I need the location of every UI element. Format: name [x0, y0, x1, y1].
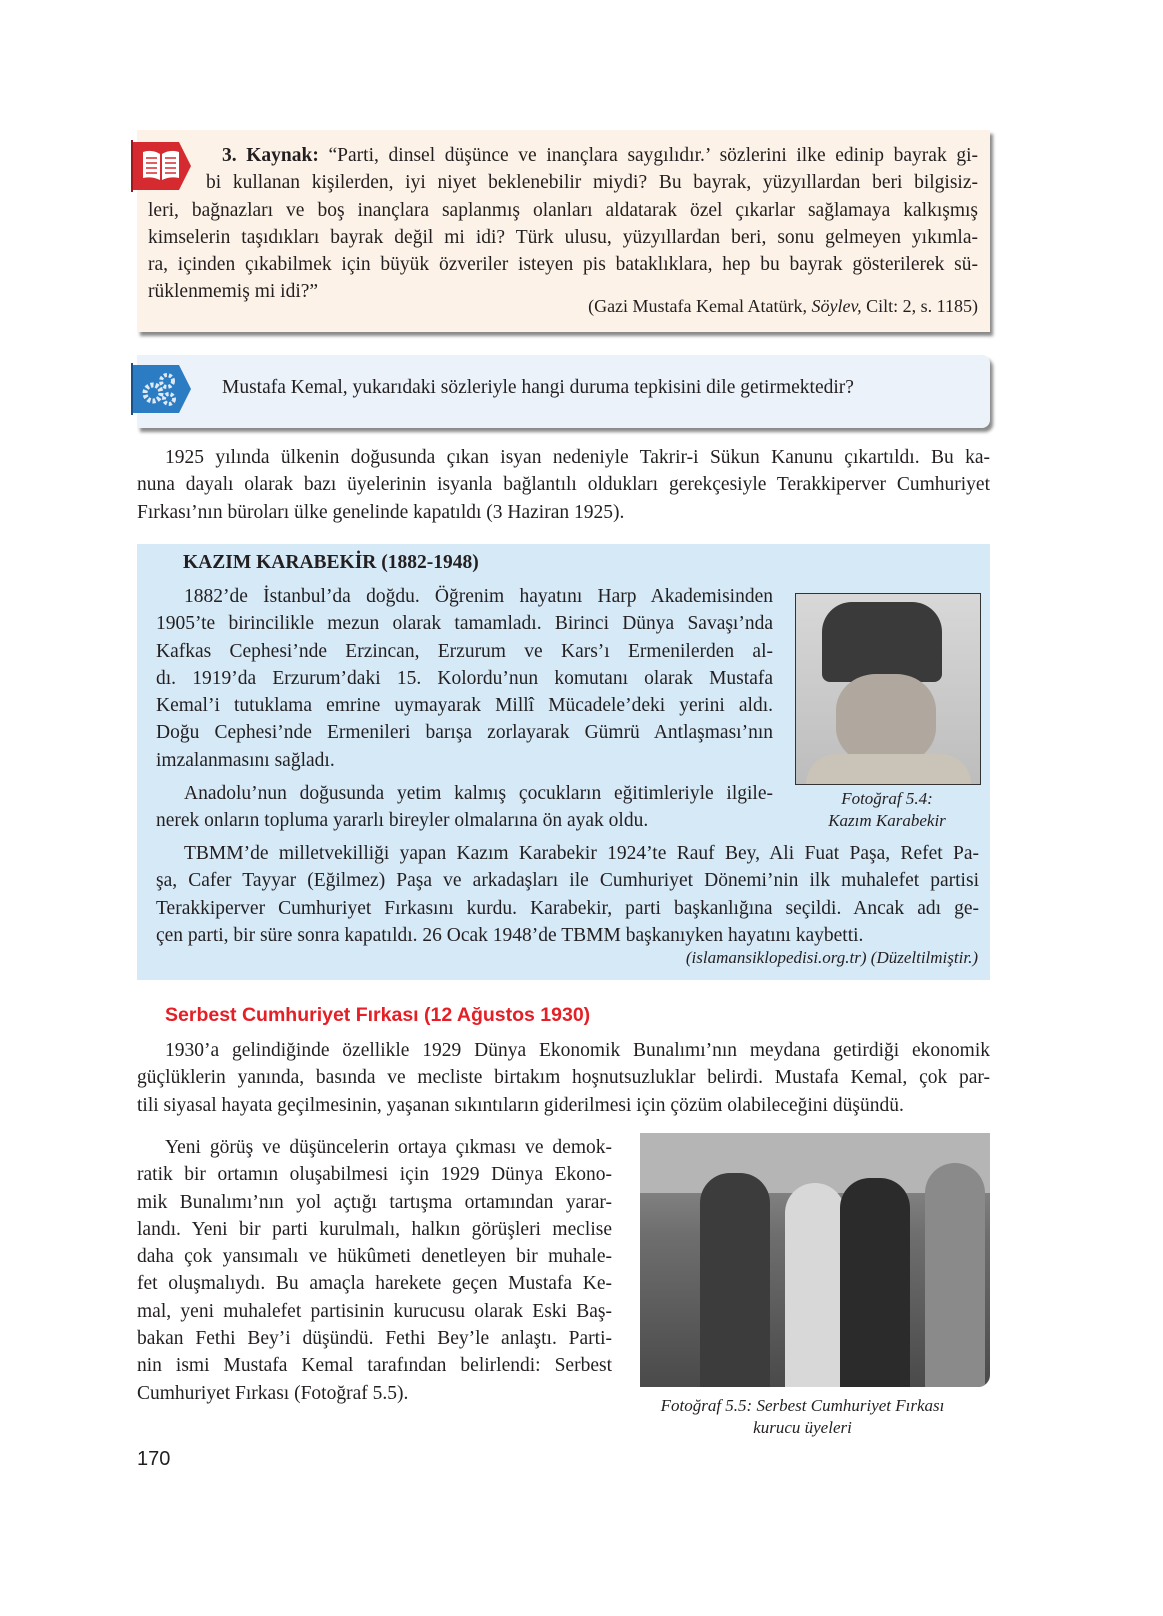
paragraph — [137, 444, 990, 526]
source-line: bi kullanan kişilerden, iyi niyet beklenebilir miydi? Bu bayrak, yüzyıllardan beri bilgisiz- — [206, 172, 978, 194]
face — [836, 674, 936, 764]
source-label: 3. Kaynak: — [222, 145, 319, 166]
source-line: kimselerin taşıdıkları bayrak değil mi idi? Türk ulusu, yüzyıllardan beri, sonu gelmeyen yıkımla- — [148, 226, 978, 248]
text-line: landı. Yeni bir parti kurulmalı, halkın görüşleri meclise — [137, 1218, 612, 1240]
gears-icon — [131, 363, 191, 415]
text-line: nin ismi Mustafa Kemal tarafından belirlendi: Serbest — [137, 1355, 612, 1377]
text-line: Kemal’i tutuklama emrine uymayarak Millî Mücadele’deki yerini aldı. — [156, 695, 773, 717]
text-line: güçlüklerin yanında, basında ve mecliste birtakım hoşnutsuzluklar belirdi. Mustafa Kemal, çok par- — [137, 1067, 990, 1089]
text-line: nerek onların topluma yararlı bireyler olmalarına ön ayak oldu. — [156, 810, 649, 832]
person — [925, 1163, 985, 1387]
paragraph — [137, 1037, 990, 1119]
text-line: şa, Cafer Tayyar (Eğilmez) Paşa ve arkadaşları ile Cumhuriyet Dönemi’nin ilk muhalefet partisi — [156, 870, 979, 892]
text-line: daha çok yansımalı ve hükûmeti denetleyen bir muhale- — [137, 1246, 612, 1268]
text-line: tili siyasal hayata geçilmesinin, yaşanan sıkıntıların giderilmesi için çözüm olabileceğini düşündü. — [137, 1094, 904, 1116]
source-citation: (Gazi Mustafa Kemal Atatürk, Söylev, Cilt: 2, s. 1185) — [588, 296, 978, 316]
text-line: fet oluşmalıydı. Bu amaçla harekete geçen Mustafa Ke- — [137, 1273, 612, 1295]
text-line: 1930’a gelindiğinde özellikle 1929 Dünya Ekonomik Bunalımı’nın meydana getirdiği ekonomik — [165, 1040, 990, 1061]
person — [700, 1173, 770, 1387]
source-line: rüklenmemiş mi idi?” — [148, 281, 319, 303]
question-text: Mustafa Kemal, yukarıdaki sözleriyle hangi duruma tepkisini dile getirmektedir? — [222, 377, 854, 398]
text-line: Anadolu’nun doğusunda yetim kalmış çocukların eğitimleriyle ilgile- — [184, 783, 773, 804]
text-line: Fırkası’nın büroları ülke genelinde kapatıldı (3 Haziran 1925). — [137, 501, 625, 523]
text-line: mal, yeni muhalefet partisinin kurucusu olarak Eski Baş- — [137, 1300, 612, 1322]
text-line: Yeni görüş ve düşüncelerin ortaya çıkması ve demok- — [165, 1137, 612, 1158]
text-line: 1905’te birincilikle mezun olarak tamamladı. Birinci Dünya Savaşı’nda — [156, 613, 773, 635]
biography-paragraph — [156, 840, 979, 949]
source-line: leri, bağnazları ve boş inançlara saplanmış olanları aldatarak özel çıkarlar sağlamaya kalkışmış — [148, 199, 978, 221]
text-line: 1925 yılında ülkenin doğusunda çıkan isyan nedeniyle Takrir-i Sükun Kanunu çıkartıldı. Bu ka- — [165, 447, 990, 468]
person — [785, 1183, 845, 1387]
text-line: imzalanmasını sağladı. — [156, 749, 335, 771]
source-box — [137, 130, 990, 332]
biography-source: (islamansiklopedisi.org.tr) (Düzeltilmiştir.) — [685, 948, 978, 967]
text-line: Doğu Cephesi’nde Ermenileri barışa zorlayarak Gümrü Antlaşması’nın — [156, 722, 773, 744]
text-line: dı. 1919’da Erzurum’daki 15. Kolordu’nun komutanı olarak Mustafa — [156, 667, 773, 689]
founders-photo — [640, 1133, 990, 1387]
photo-caption: Fotoğraf 5.4: Kazım Karabekir — [828, 789, 946, 830]
fur-hat — [822, 602, 942, 682]
text-line: ratik bir ortamın oluşabilmesi için 1929 Dünya Ekono- — [137, 1164, 612, 1186]
biography-paragraph — [156, 583, 773, 774]
text-line: mik Bunalımı’nın yol açtığı tartışma ortamından yarar- — [137, 1191, 612, 1213]
text-line: Kafkas Cephesi’nde Erzincan, Erzurum ve Kars’ı Ermenilerden al- — [156, 640, 773, 662]
person — [840, 1178, 910, 1387]
source-line: 3. Kaynak: “Parti, dinsel düşünce ve inançlara saygılıdır.’ sözlerini ilke edinip bayrak gi- — [222, 145, 978, 166]
section-heading: Serbest Cumhuriyet Fırkası (12 Ağustos 1930) — [165, 1004, 591, 1026]
uniform — [806, 754, 971, 785]
karabekir-photo — [795, 593, 981, 785]
text-line: 1882’de İstanbul’da doğdu. Öğrenim hayatını Harp Akademisinden — [184, 586, 773, 607]
photo-caption: Fotoğraf 5.5: Serbest Cumhuriyet Fırkası kurucu üyeleri — [660, 1396, 945, 1437]
text-line: nuna dayalı olarak bazı üyelerinin isyanla bağlantılı oldukları gerekçesiyle Terakkiperver Cumhuriyet — [137, 474, 990, 496]
paragraph — [137, 1134, 612, 1407]
biography-paragraph — [156, 780, 773, 835]
question-box — [137, 355, 990, 428]
page-number: 170 — [137, 1448, 171, 1470]
text-line: bakan Fethi Bey’i düşündü. Fethi Bey’le anlaştı. Parti- — [137, 1328, 612, 1350]
text-line: TBMM’de milletvekilliği yapan Kazım Karabekir 1924’te Rauf Bey, Ali Fuat Paşa, Refet Pa- — [184, 843, 979, 864]
biography-box — [137, 544, 990, 980]
text-line: Cumhuriyet Fırkası (Fotoğraf 5.5). — [137, 1382, 409, 1404]
text-line: Terakkiperver Cumhuriyet Fırkasını kurdu. Karabekir, parti başkanlığına seçildi. Ancak adı ge- — [156, 897, 979, 919]
source-line: ra, içinden çıkabilmek için büyük özveriler isteyen pis bataklıklara, hep bu bayrak gösterilerek sü- — [148, 254, 978, 276]
biography-title: KAZIM KARABEKİR (1882-1948) — [183, 552, 479, 573]
text-line: çen parti, bir süre sonra kapatıldı. 26 Ocak 1948’de TBMM başkanıyken hayatını kaybetti. — [156, 924, 864, 946]
